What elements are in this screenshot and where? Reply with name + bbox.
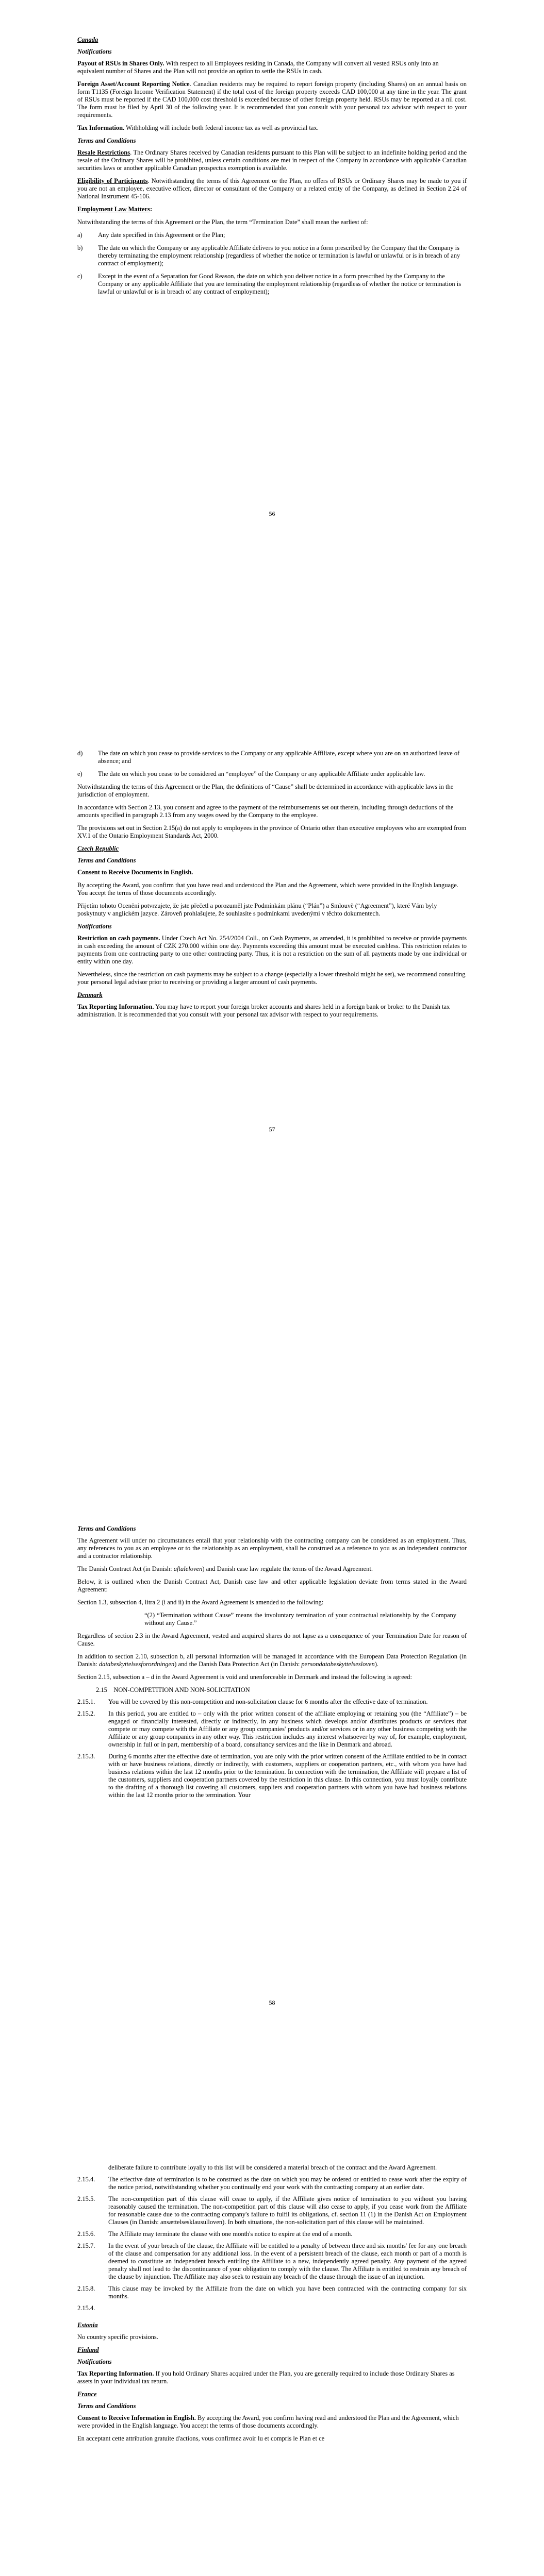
- tax-info-paragraph: [77, 124, 467, 132]
- country-heading-estonia: Estonia: [77, 2321, 98, 2329]
- contract-act-text-a: The Danish Contract Act (in Danish:: [77, 1565, 174, 1572]
- numbered-item: [77, 2176, 467, 2191]
- eligibility-text: . Notwithstanding the terms of this Agreement or the Plan, no offers of RSUs or Ordinary Shares may be made to you if you are not an employee, executive officer, director or consultant of the Company or a related entity of the Company, as defined in Section 2.24 of National Instrument 45-106.: [77, 177, 467, 200]
- foreign-asset-label: Foreign Asset/Account Reporting Notice: [77, 80, 190, 88]
- terms-heading: Terms and Conditions: [77, 2402, 136, 2410]
- fi-tax-label: Tax Reporting Information.: [77, 2370, 154, 2377]
- numbered-item-label: 2.15.5.: [77, 2195, 95, 2202]
- employment-law-heading: [77, 206, 467, 213]
- amendment-quote: “(2) “Termination without Cause” means the involuntary termination of your contractual relationship by the Company without any Cause.”: [144, 1612, 456, 1626]
- foreign-asset-text: . Canadian residents may be required to report foreign property (including Shares) on an annual basis on form T1135 (Foreign Income Verification Statement) if the total cost of the foreign property exceeds CAD 100,000 at any time in the year. The grant of RSUs must be reported if the CAD 100,000 cost threshold is exceeded because of other foreign property held. RSUs may be reported at a nil cost. The form must be filed by April 30 of the following year. It is recommended that you consult with your personal tax advisor with respect to your requirements.: [77, 80, 467, 118]
- reimbursement-paragraph: In accordance with Section 2.13, you consent and agree to the payment of the reimbursements set out therein, including through deductions of the amounts specified in paragraph 2.13 from any wages owed by the Company to the employee.: [77, 804, 454, 819]
- numbered-item-text: You will be covered by this non-competition and non-solicitation clause for 6 months after the effective date of termination.: [108, 1698, 428, 1705]
- foreign-asset-paragraph: [77, 80, 467, 119]
- cause-paragraph: Notwithstanding the terms of this Agreement or the Plan, the definitions of “Cause” shall be determined in accordance with applicable laws in the jurisdiction of employment.: [77, 783, 454, 798]
- page-57: [0, 703, 544, 1406]
- numbered-item-label: 2.15.2.: [77, 1710, 95, 1717]
- payout-paragraph: [77, 60, 467, 75]
- numbered-item-text: In this period, you are entitled to – only with the prior written consent of the affiliate employing or retaining you (the “Affiliate”) – be engaged or financially interested, directly or indirectly, in any business which develops and/or distributes products or services that compete or may compete with the Affiliate or any group companies' products and/or services or in any other business competing with the Affiliate or any group companies in any other way. This restriction includes any interest whatsoever by way of, for example, employment, ownership in full or in part, membership of a board, consultancy services and the like in Denmark and abroad.: [108, 1710, 467, 1748]
- void-paragraph: Section 2.15, subsection a – d in the Award Agreement is void and unenforceable in Denmark and instead the following is agreed:: [77, 1673, 413, 1681]
- notifications-heading: Notifications: [77, 2358, 112, 2365]
- numbered-item-text: This clause may be invoked by the Affiliate from the date on which you have been contracted with the contracting company for six months.: [108, 2285, 467, 2300]
- data-protection-italic-2: persondatabeskyttelsesloven: [301, 1660, 375, 1668]
- numbered-item-label: 2.15.4.: [77, 2176, 95, 2183]
- tax-info-label: Tax Information.: [77, 124, 125, 131]
- numbered-item: [77, 2242, 467, 2281]
- fi-tax-paragraph: [77, 2370, 467, 2385]
- terms-heading: Terms and Conditions: [77, 1525, 136, 1532]
- czech-language-paragraph: Přijetím tohoto Ocenění potvrzujete, že jste přečetl a porozuměl jste Podmínkám plánu (“Plán”) a Smlouvě (“Agreement”), které Vám byly poskytnuty v anglickém jazyce. Zároveň prohlašujete, že souhlasíte s podmínkami uvedenými v těchto dokumentech.: [77, 902, 437, 917]
- list-item-label: e): [77, 770, 83, 777]
- numbered-item: [77, 2195, 467, 2226]
- page-56: [0, 0, 544, 703]
- page-number: 57: [269, 1126, 275, 1133]
- numbered-item-label: 2.15.8.: [77, 2285, 95, 2292]
- dk-tax-label: Tax Reporting Information.: [77, 1003, 154, 1010]
- page-59: [0, 2110, 544, 2576]
- numbered-item-label: 2.15.1.: [77, 1698, 95, 1705]
- relationship-paragraph: The Agreement will under no circumstances entail that your relationship with the contracting company can be considered as an employment. Thus, any references to you as an employee or to the relationship as an employment, shall be construed as a reference to you as an independent contractor and a contractor relationship.: [77, 1537, 467, 1560]
- consent-label: Consent to Receive Documents in English.: [77, 869, 193, 876]
- list-item-text: Except in the event of a Separation for Good Reason, the date on which you deliver notice in a form prescribed by the Company to the Company or any applicable Affiliate that you are terminating the employment relationship (regardless of whether the notice or termination is lawful or unlawful or is in breach of any contract of employment);: [98, 273, 461, 295]
- resale-paragraph: [77, 149, 467, 172]
- notifications-heading: Notifications: [77, 923, 112, 930]
- resale-text: . The Ordinary Shares received by Canadian residents pursuant to this Plan will be subject to an indefinite holding period and the resale of the Ordinary Shares will be prohibited, unless certain conditions are met in respect of the Company in accordance with applicable Canadian securities laws or another applicable Canadian prospectus exemption is available.: [77, 149, 467, 172]
- contract-act-italic: aftaleloven: [173, 1565, 203, 1572]
- page-number: 58: [269, 1999, 275, 2006]
- amendment-paragraph: Section 1.3, subsection 4, litra 2 (i and ii) in the Award Agreement is amended to the following:: [77, 1599, 324, 1606]
- numbered-item-text: [108, 2304, 467, 2312]
- lapse-paragraph: Regardless of section 2.3 in the Award Agreement, vested and acquired shares do not lapse as a consequence of your Termination Date for reason of Cause.: [77, 1632, 467, 1647]
- deviation-paragraph: Below, it is outlined when the Danish Contract Act, Danish case law and other applicable legislation deviate from terms stated in the Award Agreement:: [77, 1578, 467, 1593]
- numbered-item-text: The non-competition part of this clause will cease to apply, if the Affiliate gives notice of termination to you without you having reasonably caused the termination. The non-competition part of this clause will also cease to apply, if you cease work from the Affiliate for reasonable cause due to the contracting company's failure to fulfil its obligations, cf. section 11 (1) in the Danish Act on Employment Clauses (in Danish: ansættelsesklausulloven). In both situations, the non-solicitation part of this clause will be maintained.: [108, 2195, 467, 2226]
- numbered-item-label: 2.15.6.: [77, 2230, 95, 2238]
- cash-restriction-label: Restriction on cash payments.: [77, 935, 160, 942]
- list-item: [77, 770, 467, 778]
- list-item: [77, 231, 467, 239]
- fr-language-paragraph: En acceptant cette attribution gratuite d'actions, vous confirmez avoir lu et compris le Plan et ce: [77, 2435, 325, 2442]
- list-item-label: d): [77, 750, 83, 757]
- fr-consent-label: Consent to Receive Information in English.: [77, 2414, 196, 2421]
- numbered-item-text: During 6 months after the effective date of termination, you are only with the prior written consent of the Affiliate entitled to be in contact with or have business relations, directly or indirectly, with customers, suppliers or cooperation partners, etc., with whom you have had business relations within the last 12 months prior to the termination. In connection with the termination, the Affiliate will prepare a list of the customers, suppliers and cooperation partners covered by the restriction in this clause. In this connection, you must loyally contribute to the drafting of a thorough list covering all customers, suppliers and cooperation partners with whom you have had business relations within the last 12 months prior to the termination. Your: [108, 1753, 467, 1799]
- country-heading-france: France: [77, 2391, 97, 2398]
- cash-restriction-text: Under Czech Act No. 254/2004 Coll., on Cash Payments, as amended, it is prohibited to receive or provide payments in cash exceeding the amount of CZK 270.000 within one day. Payments exceeding this amount must be executed cashless. This restriction relates to payments from one contracting party to one other contracting party. Thus, it is not a restriction on the sum of all payments made by one individual or entity within one day.: [77, 935, 467, 965]
- numbered-item-text: In the event of your breach of the clause, the Affiliate will be entitled to a penalty of between three and six months' fee for any one breach of the clause and compensation for any additional loss. In the event of a persistent breach of the clause, each month or part of a month is deemed to constitute an independent breach entitling the Affiliate to a new, independently agreed penalty. Any payment of the agreed penalty shall not lead to the discontinuance of your obligation to comply with the clause. The Affiliate is entitled to restrain any breach of the clause by injunction. The Affiliate may also seek to restrain any breach of the clause through the issue of an injunction.: [108, 2242, 467, 2280]
- numbered-item: [77, 2285, 467, 2300]
- fr-consent-paragraph: [77, 2414, 467, 2430]
- country-heading-czech-republic: Czech Republic: [77, 845, 119, 852]
- data-protection-text-b: ) and the Danish Data Protection Act (in Danish:: [174, 1660, 302, 1668]
- numbered-item: [77, 2304, 467, 2312]
- numbered-item: [77, 1753, 467, 1799]
- numbered-item: [77, 1710, 467, 1749]
- employment-law-paragraph: Notwithstanding the terms of this Agreement or the Plan, the term “Termination Date” shall mean the earliest of:: [77, 218, 368, 226]
- list-item: [77, 750, 467, 765]
- section-heading-2-15: 2.15 NON-COMPETITION AND NON-SOLICITATION: [96, 1686, 250, 1693]
- numbered-item: [77, 2230, 467, 2238]
- list-item-text: Any date specified in this Agreement or the Plan;: [98, 231, 225, 239]
- data-protection-italic-1: databeskyttelsesforordningen: [99, 1660, 175, 1668]
- employment-law-colon: :: [150, 206, 153, 213]
- page-number: 56: [269, 510, 275, 517]
- employment-law-label: Employment Law Matters: [77, 206, 150, 213]
- contract-act-paragraph: [77, 1565, 467, 1573]
- payout-text: With respect to all Employees residing in Canada, the Company will convert all vested RSUs only into an equivalent number of Shares and the Plan will not provide an option to settle the RSUs in cash.: [77, 60, 439, 75]
- country-heading-canada: Canada: [77, 36, 98, 43]
- consent-paragraph: By accepting the Award, you confirm that you have read and understood the Plan and the Agreement, which were provided in the English language. You accept the terms of those documents accordingly.: [77, 882, 458, 896]
- fr-consent-text: By accepting the Award, you confirm having read and understood the Plan and the Agreement, which were provided in the English language. You accept the terms of those documents accordingly.: [77, 2414, 459, 2429]
- page-58: [0, 1406, 544, 2110]
- fi-tax-text: If you hold Ordinary Shares acquired under the Plan, you are generally required to include those Ordinary Shares as assets in your individual tax return.: [77, 2370, 455, 2385]
- list-item-label: b): [77, 244, 83, 251]
- numbered-item-label: 2.15.4.: [77, 2304, 95, 2312]
- cash-restriction-paragraph: [77, 935, 467, 965]
- list-item-text: The date on which you cease to be considered an “employee” of the Company or any applicable Affiliate under applicable law.: [98, 770, 425, 777]
- tax-info-text: Withholding will include both federal income tax as well as provincial tax.: [124, 124, 319, 131]
- list-item-text: The date on which the Company or any applicable Affiliate delivers to you notice in a form prescribed by the Company that the Company is thereby terminating the employment relationship (regardless of whether the notice or termination is lawful or unlawful or is in breach of any contract of employment);: [98, 244, 460, 267]
- numbered-item: [77, 1698, 467, 1706]
- terms-heading: Terms and Conditions: [77, 137, 136, 144]
- data-protection-paragraph: [77, 1653, 467, 1668]
- numbered-item-label: 2.15.3.: [77, 1753, 95, 1760]
- province-paragraph: The provisions set out in Section 2.15(a) do not apply to employees in the province of Ontario other than executive employees who are exempted from XV.1 of the Ontario Employment Standards Act, 2000.: [77, 824, 467, 839]
- country-heading-denmark: Denmark: [77, 991, 103, 998]
- numbered-item-label: 2.15.7.: [77, 2242, 95, 2249]
- data-protection-text-a: In addition to section 2.10, subsection b, all personal information will be managed in accordance with the European Data Protection Regulation (in Danish:: [77, 1653, 467, 1668]
- list-item-label: a): [77, 231, 83, 239]
- dk-tax-text: You may have to report your foreign broker accounts and shares held in a foreign bank or broker to the Danish tax administration. It is recommended that you consult with your personal tax advisor with respect to your requirements.: [77, 1003, 450, 1018]
- country-heading-finland: Finland: [77, 2346, 99, 2353]
- eligibility-label: Eligibility of Participants: [77, 177, 148, 184]
- list-item: [77, 244, 467, 267]
- list-item-label: c): [77, 273, 83, 280]
- terms-heading: Terms and Conditions: [77, 857, 136, 864]
- numbered-item-text: The Affiliate may terminate the clause with one month's notice to expire at the end of a month.: [108, 2230, 353, 2238]
- notifications-heading: Notifications: [77, 48, 112, 55]
- continuation-text: deliberate failure to contribute loyally to this list will be considered a material breach of the contract and the Award Agreement.: [108, 2164, 437, 2171]
- resale-label: Resale Restrictions: [77, 149, 130, 156]
- contract-act-text-b: ) and Danish case law regulate the terms of the Award Agreement.: [202, 1565, 373, 1572]
- data-protection-text-c: ).: [374, 1660, 379, 1668]
- list-item: [77, 273, 467, 296]
- nevertheless-paragraph: Nevertheless, since the restriction on cash payments may be subject to a change (especially a lower threshold might be set), we recommend consulting your personal legal advisor prior to receiving or providing a larger amount of cash payments.: [77, 971, 466, 986]
- eligibility-paragraph: [77, 177, 467, 200]
- estonia-paragraph: No country specific provisions.: [77, 2333, 158, 2341]
- list-item-text: The date on which you cease to provide services to the Company or any applicable Affiliate, except where you are on an authorized leave of absence; and: [98, 750, 460, 765]
- payout-label: Payout of RSUs in Shares Only.: [77, 60, 164, 67]
- numbered-item-text: The effective date of termination is to be construed as the date on which you may be ordered or entitled to cease work after the expiry of the notice period, notwithstanding whether you continually end your work with the contracting company at an earlier date.: [108, 2176, 467, 2191]
- dk-tax-paragraph: [77, 1003, 467, 1019]
